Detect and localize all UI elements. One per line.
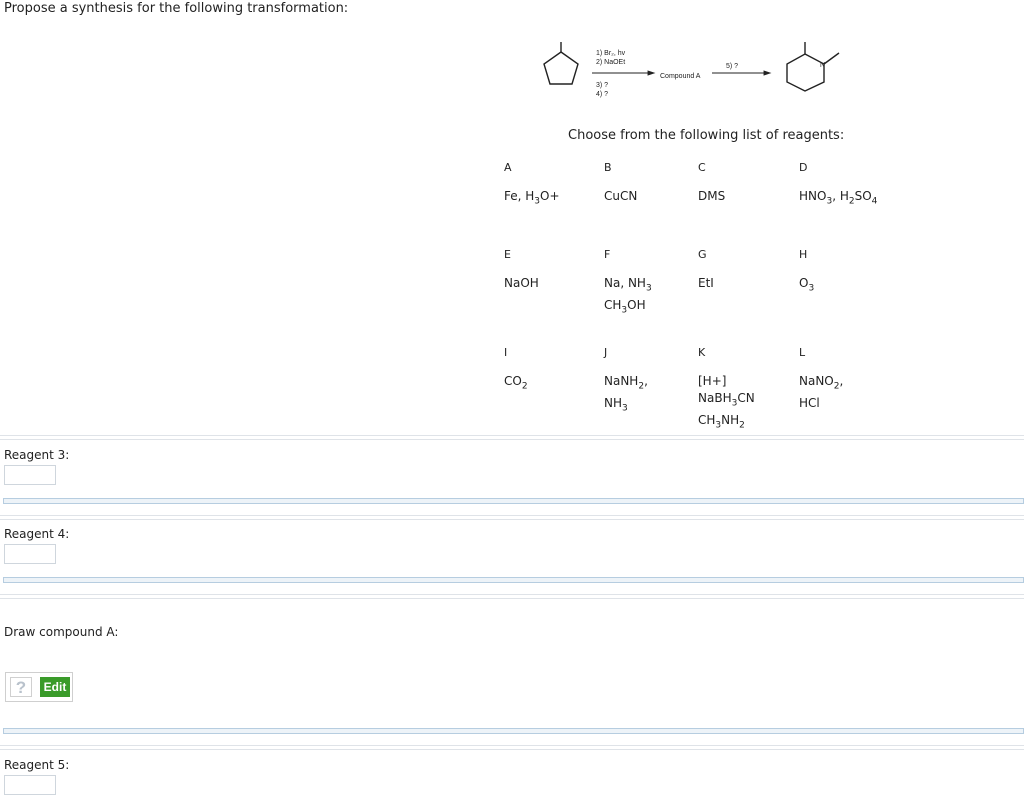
reagent-a: Fe, $H_3O+$: [504, 189, 560, 207]
reagent-letter-b: B: [604, 161, 612, 174]
arrow-2: [712, 71, 770, 75]
reagent-5-label: Reagent 5:: [4, 758, 70, 772]
step-2-text: 2) NaOEt: [596, 59, 626, 66]
arrow-1: [592, 71, 654, 75]
part-divider-bar: [3, 728, 1024, 734]
reagent-letter-f: F: [604, 248, 611, 261]
reagent-letter-c: C: [698, 161, 706, 174]
reagent-5-input[interactable]: [4, 775, 56, 795]
section-divider: [0, 749, 1024, 750]
section-divider: [0, 598, 1024, 599]
step-3-text: 3) ?: [596, 82, 609, 89]
reagent-letter-l: L: [799, 346, 806, 359]
methylcyclopentane-structure: [544, 42, 578, 84]
section-divider: [0, 439, 1024, 440]
reagent-letter-g: G: [698, 248, 707, 261]
part-divider-bar: [3, 577, 1024, 583]
reagent-l: NaNO$_2$, HCl: [799, 374, 844, 411]
compound-a-label: Compound A: [660, 73, 701, 80]
reagent-letter-h: H: [799, 248, 808, 261]
methylpiperidine-structure: [787, 42, 839, 91]
question-prompt: Propose a synthesis for the following transformation:: [4, 1, 349, 16]
section-divider: [0, 745, 1024, 746]
section-divider: [0, 435, 1024, 436]
step-1-text: 1) Br₂, hv: [596, 50, 626, 57]
reagent-g: EtI: [698, 276, 714, 290]
reagent-3-input[interactable]: [4, 465, 56, 485]
reagent-4-label: Reagent 4:: [4, 527, 70, 541]
step-5-text: 5) ?: [726, 63, 739, 70]
reagent-letter-e: E: [504, 248, 511, 261]
drawing-tool-toolbar: [5, 672, 73, 702]
reagent-letter-i: I: [504, 346, 508, 359]
nitrogen-label: N: [820, 62, 826, 69]
reagent-e: NaOH: [504, 276, 539, 290]
step-4-text: 4) ?: [596, 91, 609, 98]
reagent-3-label: Reagent 3:: [4, 448, 70, 462]
reagent-c: DMS: [698, 189, 726, 203]
help-button[interactable]: ?: [10, 677, 32, 697]
part-divider-bar: [3, 498, 1024, 504]
reagent-letter-k: K: [698, 346, 706, 359]
reagent-letter-j: J: [604, 346, 608, 359]
reagent-j: NaNH$_2$, $NH_3$: [604, 374, 648, 414]
reagent-k: [H+] NaBH$_3$CN $CH_3NH_2$: [698, 374, 755, 431]
reagent-b: CuCN: [604, 189, 638, 203]
reagent-letter-d: D: [799, 161, 808, 174]
reagent-i: $CO_2$: [504, 374, 528, 392]
edit-button[interactable]: Edit: [40, 677, 70, 697]
reagent-f: Na, $NH_3$ $CH_3OH$: [604, 276, 652, 316]
section-divider: [0, 594, 1024, 595]
reagent-d: $HNO_3$, $H_2SO_4$: [799, 189, 878, 207]
compound-a-question-label: Draw compound A:: [4, 625, 119, 639]
reagent-letter-a: A: [504, 161, 512, 174]
section-divider: [0, 515, 1024, 516]
reagent-list-heading: Choose from the following list of reagents:: [568, 128, 845, 143]
reagent-h: $O_3$: [799, 276, 815, 294]
section-divider: [0, 519, 1024, 520]
reaction-scheme: [530, 40, 860, 108]
reagent-4-input[interactable]: [4, 544, 56, 564]
